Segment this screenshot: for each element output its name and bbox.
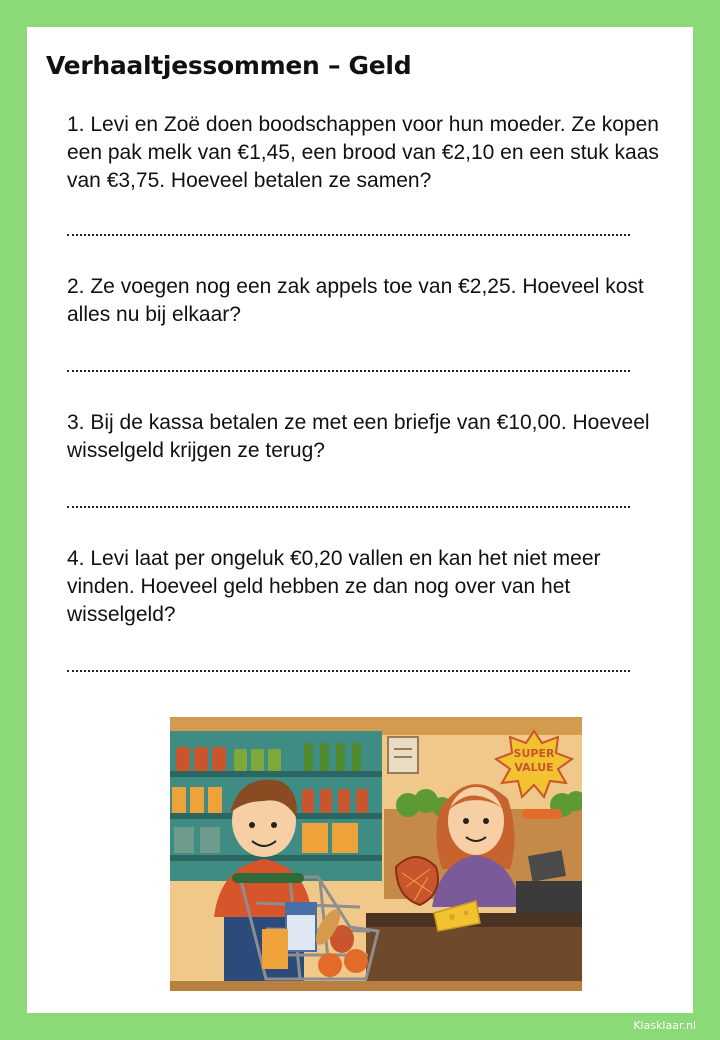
page-title: Verhaaltjessommen – Geld xyxy=(46,51,412,80)
answer-line-3[interactable] xyxy=(67,505,630,508)
sign-text-1: SUPER xyxy=(513,747,555,760)
supermarket-illustration xyxy=(170,717,582,991)
answer-line-1[interactable] xyxy=(67,233,630,236)
question-4: 4. Levi laat per ongeluk €0,20 vallen en kan het niet meer vinden. Hoeveel geld hebben ze dan nog over van het wisselgeld? xyxy=(67,547,601,626)
credit-label: Klasklaar.nl xyxy=(633,1019,696,1032)
sign-text-2: VALUE xyxy=(514,761,554,774)
question-2: 2. Ze voegen nog een zak appels toe van €2,25. Hoeveel kost alles nu bij elkaar? xyxy=(67,275,644,326)
answer-line-2[interactable] xyxy=(67,369,630,372)
answer-line-4[interactable] xyxy=(67,669,630,672)
question-3: 3. Bij de kassa betalen ze met een briefje van €10,00. Hoeveel wisselgeld krijgen ze terug? xyxy=(67,411,650,462)
worksheet xyxy=(27,27,693,1013)
question-1: 1. Levi en Zoë doen boodschappen voor hun moeder. Ze kopen een pak melk van €1,45, een brood van €2,10 en een stuk kaas van €3,75. Hoeveel betalen ze samen? xyxy=(67,113,659,192)
